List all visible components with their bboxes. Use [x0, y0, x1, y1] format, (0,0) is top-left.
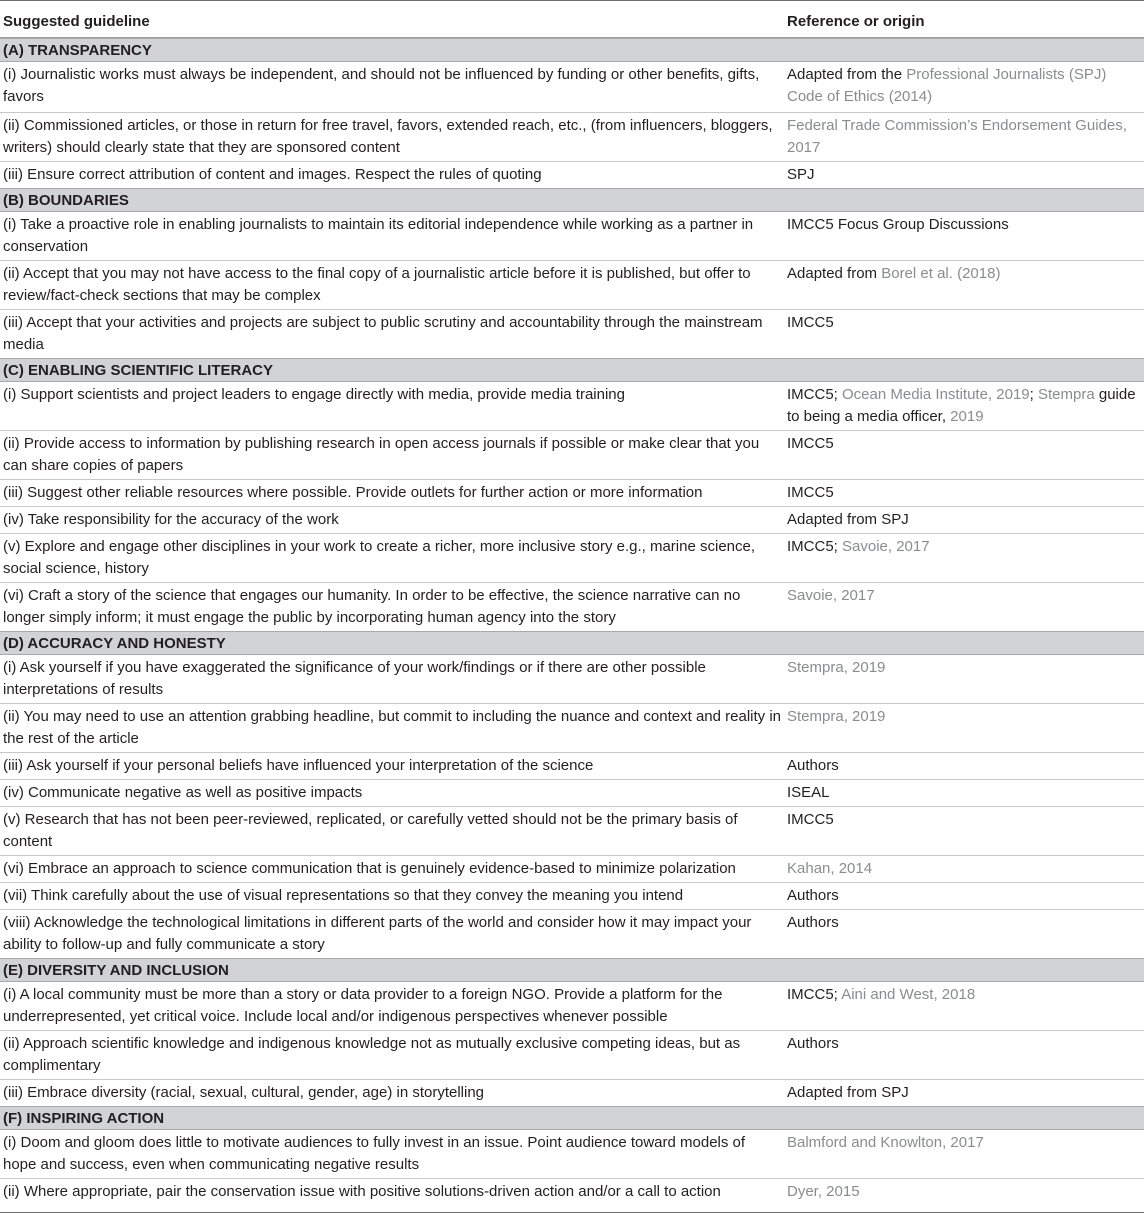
reference-text: Authors: [787, 757, 839, 774]
reference-cell: [787, 1082, 1144, 1104]
guideline-cell: (iii) Suggest other reliable resources where possible. Provide outlets for further action or more information: [3, 484, 703, 501]
table-row: [0, 161, 1144, 188]
guideline-cell: (i) Doom and gloom does little to motivate audiences to fully invest in an issue. Point audience toward models of hope and success, even when communicating negative results: [3, 1134, 746, 1173]
reference-text: SPJ: [787, 166, 815, 183]
table-row: [0, 212, 1144, 260]
table-row: [0, 882, 1144, 909]
table-row: [0, 533, 1144, 582]
reference-link[interactable]: Federal Trade Commission’s Endorsement Guides, 2017: [787, 117, 1127, 156]
reference-text: Adapted from: [787, 265, 882, 282]
section-title: (E) DIVERSITY AND INCLUSION: [3, 962, 229, 979]
reference-link[interactable]: Stempra, 2019: [787, 708, 886, 725]
section-title: (C) ENABLING SCIENTIFIC LITERACY: [3, 362, 273, 379]
table-row: [0, 855, 1144, 882]
guideline-cell: (iv) Communicate negative as well as positive impacts: [3, 784, 363, 801]
reference-cell: [787, 384, 1144, 427]
guideline-cell: (ii) Approach scientific knowledge and indigenous knowledge not as mutually exclusive competing ideas, but as complimentary: [3, 1035, 741, 1074]
section-title: (B) BOUNDARIES: [3, 192, 129, 209]
table-row: [0, 909, 1144, 958]
table-row: [0, 62, 1144, 112]
guideline-cell: (ii) You may need to use an attention grabbing headline, but commit to including the nuance and context and reality in the rest of the article: [3, 708, 782, 747]
reference-text: IMCC5;: [787, 386, 843, 403]
reference-text: Authors: [787, 887, 839, 904]
header-reference-origin: Reference or origin: [787, 13, 925, 30]
reference-text: IMCC5 Focus Group Discussions: [787, 216, 1009, 233]
reference-link[interactable]: 2019: [950, 407, 984, 425]
reference-text: Authors: [787, 1035, 839, 1052]
reference-link[interactable]: Stempra, 2019: [787, 659, 886, 676]
reference-link[interactable]: Kahan, 2014: [787, 860, 873, 877]
guideline-cell: (i) Ask yourself if you have exaggerated the significance of your work/findings or if there are other possible interpretations of results: [3, 659, 706, 698]
table-row: [0, 655, 1144, 703]
table-row: [0, 703, 1144, 752]
table-row: [0, 1079, 1144, 1106]
reference-link[interactable]: Savoie, 2017: [842, 538, 930, 555]
reference-text: Authors: [787, 914, 839, 931]
header-suggested-guideline: Suggested guideline: [3, 13, 150, 30]
table-row: [0, 752, 1144, 779]
guideline-cell: (vi) Craft a story of the science that engages our humanity. In order to be effective, the science narrative can no longer simply inform; it must engage the public by incorporating human agency into the story: [3, 587, 741, 626]
reference-text: Adapted from SPJ: [787, 511, 909, 528]
reference-text: ISEAL: [787, 784, 830, 801]
guideline-cell: (ii) Where appropriate, pair the conservation issue with positive solutions-driven action and/or a call to action: [3, 1183, 721, 1200]
table-row: [0, 982, 1144, 1030]
guideline-cell: (ii) Commissioned articles, or those in return for free travel, favors, extended reach, etc., (from influencers, bloggers, writers) should clearly state that they are sponsored content: [3, 117, 773, 156]
section-title: (F) INSPIRING ACTION: [3, 1110, 165, 1127]
table-row: [0, 582, 1144, 631]
guideline-cell: (v) Research that has not been peer-reviewed, replicated, or carefully vetted should not be the primary basis of content: [3, 811, 738, 850]
section-header: [0, 358, 1144, 382]
table-row: [0, 1030, 1144, 1079]
guideline-cell: (i) Support scientists and project leaders to engage directly with media, provide media training: [3, 386, 625, 403]
reference-text: IMCC5: [787, 484, 834, 501]
reference-link[interactable]: Professional Journalists (SPJ) Code of Ethics (2014): [787, 66, 1107, 105]
table-row: [0, 506, 1144, 533]
guideline-cell: (i) Journalistic works must always be independent, and should not be influenced by funding or other benefits, gifts, favors: [3, 66, 760, 105]
section-header: [0, 38, 1144, 62]
table-row: [0, 309, 1144, 358]
reference-text: IMCC5;: [787, 538, 843, 555]
reference-text: IMCC5: [787, 314, 834, 331]
reference-link[interactable]: Balmford and Knowlton, 2017: [787, 1134, 984, 1151]
reference-cell: [787, 585, 1144, 607]
reference-cell: [787, 1132, 1144, 1154]
guideline-cell: (iii) Embrace diversity (racial, sexual, cultural, gender, age) in storytelling: [3, 1084, 485, 1101]
reference-cell: [787, 312, 1144, 334]
section-title: (A) TRANSPARENCY: [3, 42, 152, 59]
reference-link[interactable]: Aini and West, 2018: [841, 986, 976, 1003]
section-header: [0, 631, 1144, 655]
section-header: [0, 1106, 1144, 1130]
section-title: (D) ACCURACY AND HONESTY: [3, 635, 226, 652]
reference-cell: [787, 755, 1144, 777]
guideline-cell: (ii) Provide access to information by publishing research in open access journals if possible or make clear that you can share copies of papers: [3, 435, 760, 474]
reference-cell: [787, 657, 1144, 679]
reference-cell: [787, 885, 1144, 907]
guideline-cell: (v) Explore and engage other disciplines in your work to create a richer, more inclusive story e.g., marine science, social science, history: [3, 538, 756, 577]
guideline-cell: (viii) Acknowledge the technological limitations in different parts of the world and consider how it may impact your ability to follow-up and fully communicate a story: [3, 914, 752, 953]
reference-cell: [787, 433, 1144, 455]
reference-cell: [787, 912, 1144, 934]
reference-cell: [787, 536, 1144, 558]
guideline-cell: (vi) Embrace an approach to science communication that is genuinely evidence-based to minimize polarization: [3, 860, 736, 877]
table-row: [0, 806, 1144, 855]
table-row: [0, 1178, 1144, 1209]
guideline-cell: (iv) Take responsibility for the accuracy of the work: [3, 511, 339, 528]
reference-link[interactable]: Stempra: [1037, 386, 1095, 403]
table-row: [0, 479, 1144, 506]
table-row: [0, 430, 1144, 479]
table-body: [0, 38, 1144, 1209]
guideline-cell: (iii) Ask yourself if your personal beliefs have influenced your interpretation of the science: [3, 757, 594, 774]
reference-cell: [787, 1181, 1144, 1203]
reference-cell: [787, 263, 1144, 285]
guideline-cell: (vii) Think carefully about the use of visual representations so that they convey the meaning you intend: [3, 887, 684, 904]
reference-link[interactable]: Dyer, 2015: [787, 1183, 860, 1200]
guideline-cell: (i) Take a proactive role in enabling journalists to maintain its editorial independence while working as a partner in conservation: [3, 216, 754, 255]
reference-cell: [787, 64, 1144, 107]
reference-cell: [787, 214, 1144, 236]
reference-cell: [787, 706, 1144, 728]
reference-cell: [787, 509, 1144, 531]
reference-cell: [787, 984, 1144, 1006]
reference-cell: [787, 115, 1144, 158]
table-row: [0, 779, 1144, 806]
reference-cell: [787, 1033, 1144, 1055]
reference-text: IMCC5: [787, 435, 834, 452]
guideline-cell: (iii) Ensure correct attribution of content and images. Respect the rules of quoting: [3, 166, 542, 183]
section-header: [0, 958, 1144, 982]
table-row: [0, 1130, 1144, 1178]
table-row: [0, 382, 1144, 430]
guideline-cell: (ii) Accept that you may not have access to the final copy of a journalistic article before it is published, but offer to review/fact-check sections that may be complex: [3, 265, 751, 304]
reference-cell: [787, 482, 1144, 504]
table-row: [0, 260, 1144, 309]
reference-text: Adapted from the: [787, 66, 907, 83]
reference-text: ;: [1029, 386, 1038, 403]
reference-cell: [787, 809, 1144, 831]
reference-link[interactable]: Borel et al. (2018): [881, 265, 1001, 282]
guideline-cell: (i) A local community must be more than a story or data provider to a foreign NGO. Provide a platform for the underrepresented, yet critical voice. Include local and/or indigenous perspectives whenever possible: [3, 986, 723, 1025]
section-header: [0, 188, 1144, 212]
reference-cell: [787, 164, 1144, 186]
reference-text: IMCC5: [787, 811, 834, 828]
reference-text: guide to being a media officer,: [787, 386, 1136, 425]
reference-text: Adapted from SPJ: [787, 1084, 909, 1101]
reference-cell: [787, 782, 1144, 804]
guideline-cell: (iii) Accept that your activities and projects are subject to public scrutiny and accountability through the mainstream media: [3, 314, 763, 353]
reference-text: IMCC5;: [787, 986, 842, 1003]
reference-link[interactable]: Ocean Media Institute, 2019: [842, 386, 1030, 403]
reference-link[interactable]: Savoie, 2017: [787, 587, 875, 604]
table-row: [0, 112, 1144, 161]
table-header: [0, 0, 1144, 38]
reference-cell: [787, 858, 1144, 880]
